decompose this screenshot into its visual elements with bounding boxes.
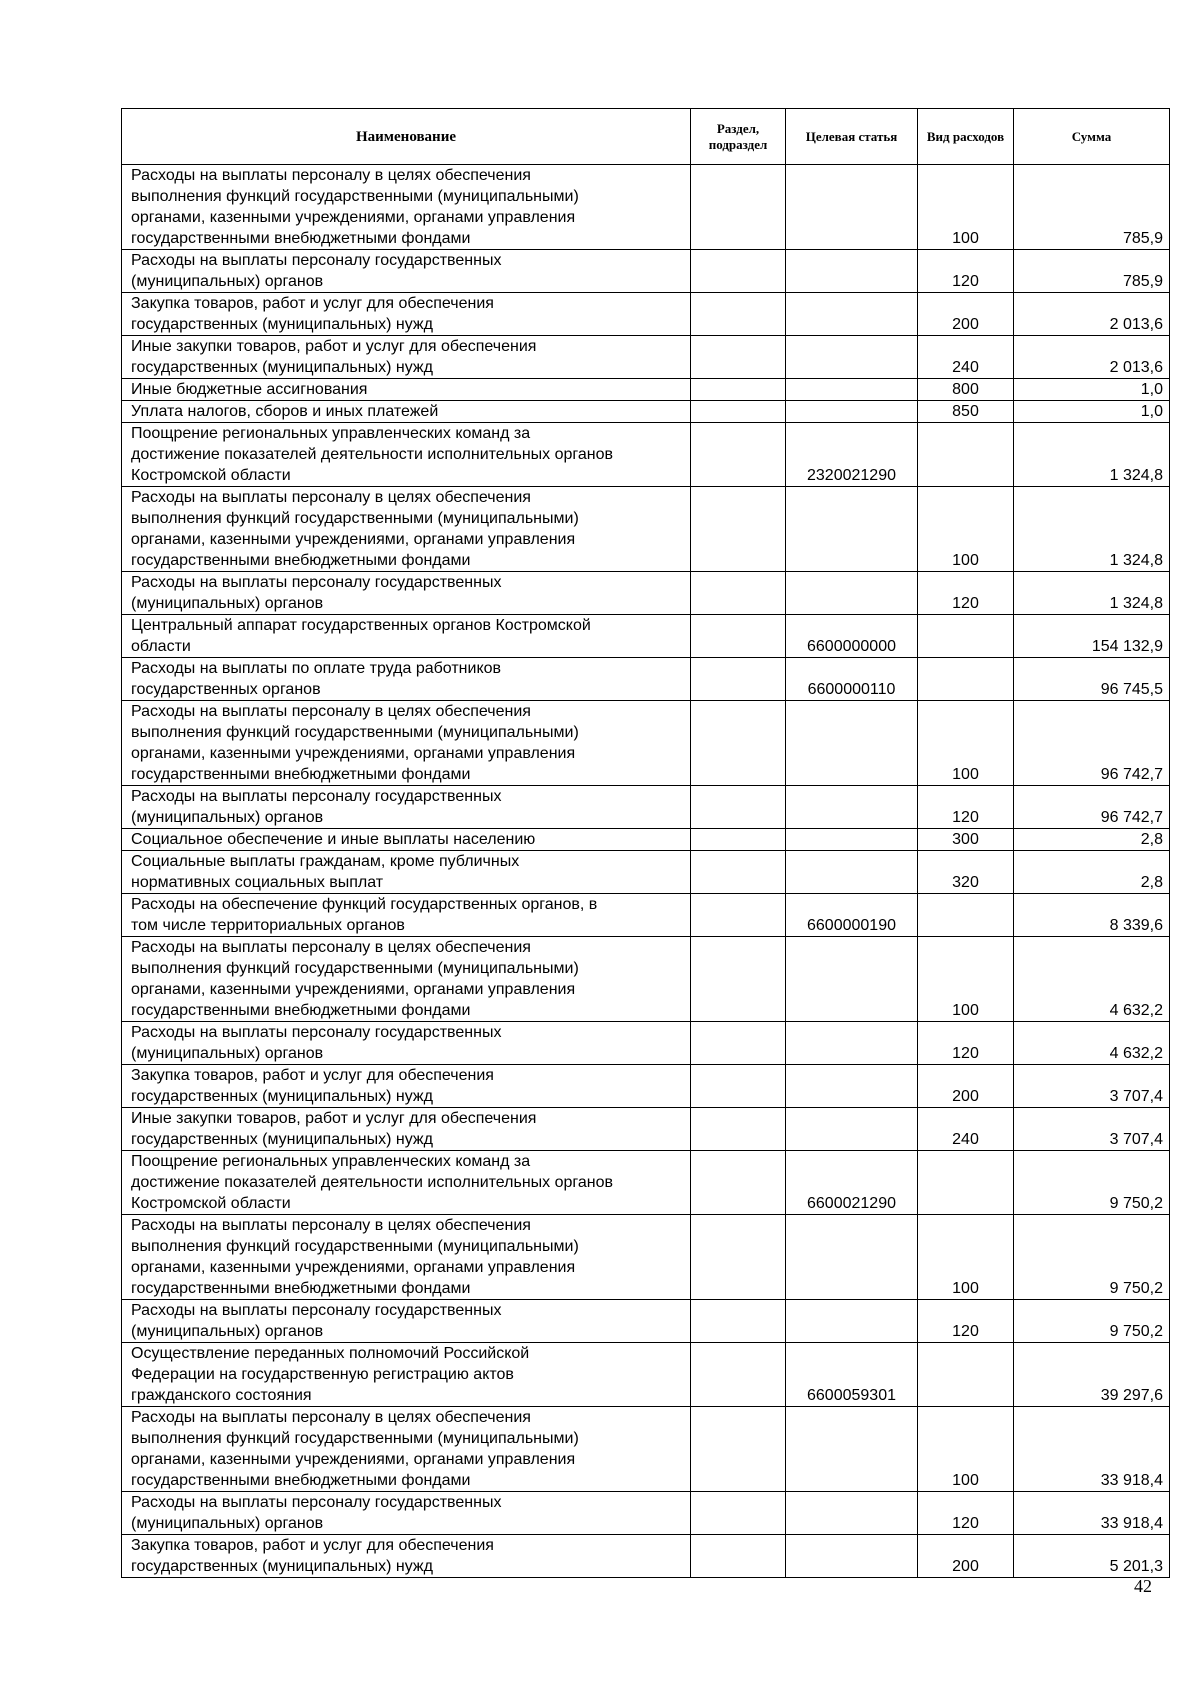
cell-name: Расходы на выплаты персоналу в целях обеспечения выполнения функций государственными (муниципальными) органами, казенными учреждениями, органами управления государственными внебюджетными фондами [122,937,691,1022]
cell-target [786,250,918,293]
cell-type: 120 [918,1492,1014,1535]
cell-name: Расходы на выплаты персоналу государственных (муниципальных) органов [122,1022,691,1065]
table-row [122,829,1170,851]
cell-target [786,165,918,250]
table-body [122,165,1170,1578]
cell-target [786,379,918,401]
table-header-row [122,109,1170,165]
cell-sum: 785,9 [1014,165,1170,250]
cell-section [691,1108,786,1151]
cell-name: Расходы на выплаты персоналу государственных (муниципальных) органов [122,786,691,829]
cell-sum: 785,9 [1014,250,1170,293]
cell-type: 240 [918,1108,1014,1151]
page-number: 42 [1134,1576,1152,1596]
cell-type: 320 [918,851,1014,894]
cell-type [918,658,1014,701]
cell-section [691,336,786,379]
cell-section [691,1343,786,1407]
cell-name: Расходы на выплаты персоналу в целях обеспечения выполнения функций государственными (муниципальными) органами, казенными учреждениями, органами управления государственными внебюджетными фондами [122,165,691,250]
cell-sum: 1 324,8 [1014,487,1170,572]
table-row [122,1407,1170,1492]
cell-sum: 39 297,6 [1014,1343,1170,1407]
cell-type [918,615,1014,658]
table-row [122,786,1170,829]
table-row [122,701,1170,786]
cell-section [691,1407,786,1492]
cell-target [786,1215,918,1300]
cell-type [918,1343,1014,1407]
cell-type: 100 [918,487,1014,572]
table-row [122,1151,1170,1215]
cell-section [691,1535,786,1578]
cell-type: 240 [918,336,1014,379]
cell-sum: 96 742,7 [1014,786,1170,829]
cell-section [691,1300,786,1343]
table-row [122,165,1170,250]
header-section: Раздел, подраздел [691,109,786,165]
cell-section [691,250,786,293]
table-row [122,1065,1170,1108]
cell-target [786,1300,918,1343]
table-row [122,1215,1170,1300]
table-row [122,1492,1170,1535]
cell-type [918,423,1014,487]
cell-sum: 2 013,6 [1014,293,1170,336]
cell-target: 6600000110 [786,658,918,701]
table-row [122,1343,1170,1407]
cell-sum: 2,8 [1014,851,1170,894]
table-row [122,615,1170,658]
cell-name: Расходы на обеспечение функций государственных органов, в том числе территориальных органов [122,894,691,937]
table-row [122,1108,1170,1151]
cell-target [786,701,918,786]
cell-sum: 154 132,9 [1014,615,1170,658]
cell-name: Расходы на выплаты персоналу в целях обеспечения выполнения функций государственными (муниципальными) органами, казенными учреждениями, органами управления государственными внебюджетными фондами [122,1407,691,1492]
cell-target [786,1108,918,1151]
table-row [122,250,1170,293]
cell-sum: 1 324,8 [1014,572,1170,615]
cell-section [691,786,786,829]
cell-target [786,786,918,829]
cell-name: Расходы на выплаты по оплате труда работников государственных органов [122,658,691,701]
cell-sum: 1 324,8 [1014,423,1170,487]
cell-type: 100 [918,937,1014,1022]
table-row [122,336,1170,379]
cell-target [786,851,918,894]
cell-target: 6600059301 [786,1343,918,1407]
cell-sum: 96 742,7 [1014,701,1170,786]
cell-section [691,658,786,701]
cell-sum: 9 750,2 [1014,1215,1170,1300]
cell-sum: 9 750,2 [1014,1151,1170,1215]
cell-sum: 2 013,6 [1014,336,1170,379]
table-row [122,423,1170,487]
table-row [122,379,1170,401]
table-row [122,1022,1170,1065]
cell-sum: 9 750,2 [1014,1300,1170,1343]
cell-type: 200 [918,1065,1014,1108]
table-row [122,851,1170,894]
cell-sum: 4 632,2 [1014,937,1170,1022]
cell-target [786,401,918,423]
table-row [122,572,1170,615]
cell-name: Закупка товаров, работ и услуг для обеспечения государственных (муниципальных) нужд [122,1535,691,1578]
cell-name: Расходы на выплаты персоналу государственных (муниципальных) органов [122,1300,691,1343]
cell-sum: 5 201,3 [1014,1535,1170,1578]
header-type: Вид расходов [918,109,1014,165]
cell-sum: 8 339,6 [1014,894,1170,937]
cell-type [918,1151,1014,1215]
cell-name: Расходы на выплаты персоналу государственных (муниципальных) органов [122,572,691,615]
cell-section [691,1065,786,1108]
cell-target [786,1022,918,1065]
table-row [122,894,1170,937]
cell-name: Расходы на выплаты персоналу государственных (муниципальных) органов [122,1492,691,1535]
cell-name: Осуществление переданных полномочий Российской Федерации на государственную регистрацию актов гражданского состояния [122,1343,691,1407]
cell-target [786,1065,918,1108]
cell-target [786,1492,918,1535]
cell-sum: 33 918,4 [1014,1407,1170,1492]
cell-name: Расходы на выплаты персоналу в целях обеспечения выполнения функций государственными (муниципальными) органами, казенными учреждениями, органами управления государственными внебюджетными фондами [122,701,691,786]
header-sum: Сумма [1014,109,1170,165]
cell-section [691,487,786,572]
cell-section [691,423,786,487]
cell-target [786,336,918,379]
cell-sum: 2,8 [1014,829,1170,851]
cell-target: 6600000190 [786,894,918,937]
cell-name: Уплата налогов, сборов и иных платежей [122,401,691,423]
cell-sum: 3 707,4 [1014,1108,1170,1151]
cell-name: Центральный аппарат государственных органов Костромской области [122,615,691,658]
cell-name: Расходы на выплаты персоналу в целях обеспечения выполнения функций государственными (муниципальными) органами, казенными учреждениями, органами управления государственными внебюджетными фондами [122,1215,691,1300]
cell-name: Социальные выплаты гражданам, кроме публичных нормативных социальных выплат [122,851,691,894]
cell-type: 100 [918,1407,1014,1492]
cell-name: Закупка товаров, работ и услуг для обеспечения государственных (муниципальных) нужд [122,293,691,336]
table-row [122,1535,1170,1578]
cell-target [786,937,918,1022]
cell-target [786,1535,918,1578]
table-row [122,401,1170,423]
table-row [122,293,1170,336]
cell-section [691,165,786,250]
cell-target: 6600000000 [786,615,918,658]
cell-name: Иные бюджетные ассигнования [122,379,691,401]
cell-section [691,1492,786,1535]
cell-name: Поощрение региональных управленческих команд за достижение показателей деятельности исполнительных органов Костромской области [122,1151,691,1215]
cell-sum: 1,0 [1014,401,1170,423]
cell-section [691,615,786,658]
cell-target: 2320021290 [786,423,918,487]
cell-section [691,401,786,423]
cell-section [691,379,786,401]
cell-type: 200 [918,1535,1014,1578]
cell-sum: 96 745,5 [1014,658,1170,701]
cell-sum: 1,0 [1014,379,1170,401]
cell-sum: 4 632,2 [1014,1022,1170,1065]
cell-name: Поощрение региональных управленческих команд за достижение показателей деятельности исполнительных органов Костромской области [122,423,691,487]
cell-type: 100 [918,701,1014,786]
cell-section [691,293,786,336]
cell-section [691,1022,786,1065]
cell-section [691,937,786,1022]
cell-name: Иные закупки товаров, работ и услуг для обеспечения государственных (муниципальных) нужд [122,336,691,379]
cell-type: 300 [918,829,1014,851]
cell-section [691,1215,786,1300]
cell-name: Расходы на выплаты персоналу государственных (муниципальных) органов [122,250,691,293]
table-row [122,487,1170,572]
cell-section [691,829,786,851]
cell-type: 120 [918,250,1014,293]
cell-name: Социальное обеспечение и иные выплаты населению [122,829,691,851]
cell-target [786,293,918,336]
cell-type: 120 [918,572,1014,615]
cell-section [691,851,786,894]
header-name: Наименование [122,109,691,165]
cell-sum: 3 707,4 [1014,1065,1170,1108]
cell-name: Закупка товаров, работ и услуг для обеспечения государственных (муниципальных) нужд [122,1065,691,1108]
cell-type: 200 [918,293,1014,336]
cell-target [786,1407,918,1492]
cell-type [918,894,1014,937]
cell-section [691,894,786,937]
table-row [122,1300,1170,1343]
header-target: Целевая статья [786,109,918,165]
cell-name: Иные закупки товаров, работ и услуг для обеспечения государственных (муниципальных) нужд [122,1108,691,1151]
cell-type: 120 [918,1022,1014,1065]
cell-type: 100 [918,165,1014,250]
cell-target [786,829,918,851]
cell-sum: 33 918,4 [1014,1492,1170,1535]
cell-section [691,701,786,786]
budget-table [121,108,1170,1578]
cell-target [786,487,918,572]
cell-section [691,572,786,615]
cell-type: 800 [918,379,1014,401]
cell-target: 6600021290 [786,1151,918,1215]
cell-type: 120 [918,1300,1014,1343]
cell-section [691,1151,786,1215]
cell-type: 100 [918,1215,1014,1300]
cell-name: Расходы на выплаты персоналу в целях обеспечения выполнения функций государственными (муниципальными) органами, казенными учреждениями, органами управления государственными внебюджетными фондами [122,487,691,572]
table-row [122,937,1170,1022]
cell-type: 850 [918,401,1014,423]
cell-target [786,572,918,615]
table-row [122,658,1170,701]
cell-type: 120 [918,786,1014,829]
